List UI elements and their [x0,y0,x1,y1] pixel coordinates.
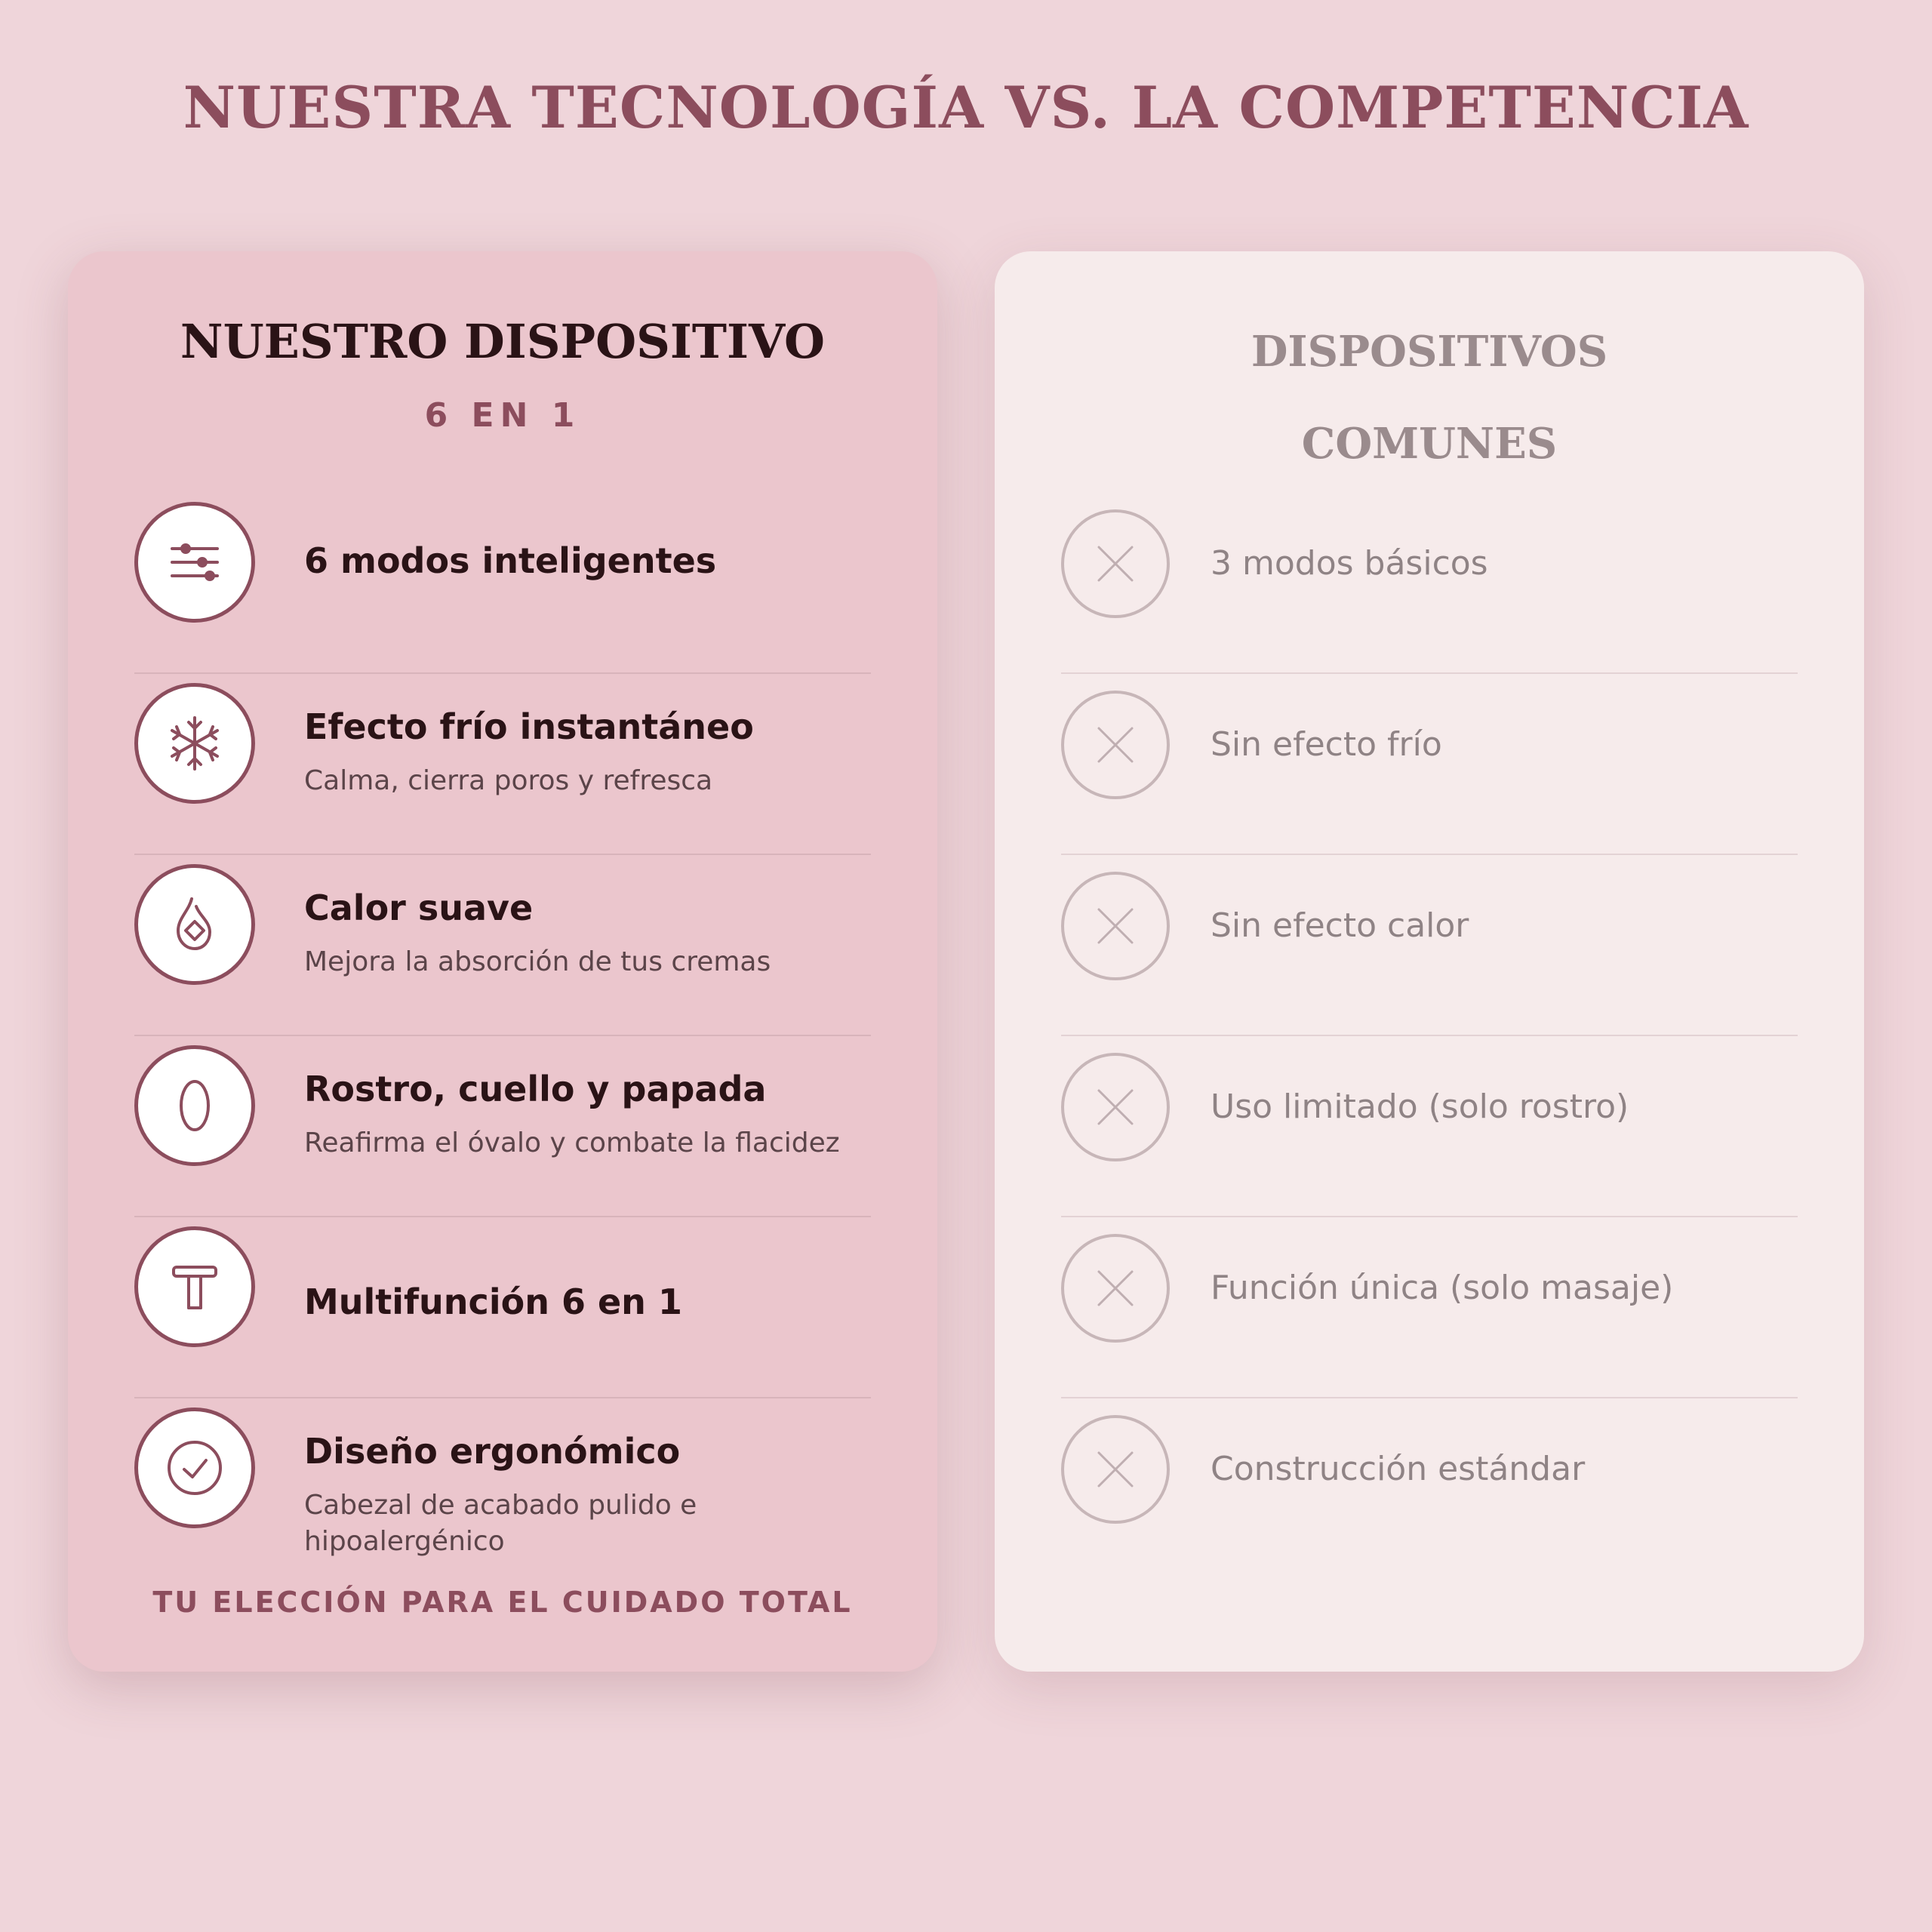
check-circle-icon [134,1407,255,1528]
comparison-text: 3 modos básicos [1211,544,1488,583]
common-devices-title-line2: COMUNES [1301,419,1558,469]
comparison-row [1061,493,1798,674]
comparison-row [1061,1036,1798,1217]
feature-text [304,704,878,799]
feature-subtitle: Mejora la absorción de tus cremas [304,946,771,977]
common-devices-title [995,306,1864,490]
our-device-footer: TU ELECCIÓN PARA EL CUIDADO TOTAL [152,1586,853,1619]
x-icon [1061,1053,1170,1161]
our-device-title: NUESTRO DISPOSITIVO [180,314,826,369]
feature-title: Rostro, cuello y papada [304,1069,767,1109]
comparison-text: Uso limitado (solo rostro) [1211,1088,1629,1126]
feature-text [304,1066,878,1161]
feature-row-ergonomic [134,1398,871,1580]
feature-row-heat [134,855,871,1036]
feature-row-multifunction [134,1217,871,1398]
x-icon [1061,872,1170,980]
feature-text [304,1279,878,1324]
feature-text [304,538,878,583]
x-icon [1061,691,1170,799]
common-devices-card [995,251,1864,1672]
comparison-row [1061,1398,1798,1580]
our-device-subtitle: 6 EN 1 [424,396,581,435]
comparison-row [1061,674,1798,855]
common-devices-title-line1: DISPOSITIVOS [1251,327,1608,377]
comparison-text: Sin efecto calor [1211,906,1469,945]
comparison-text: Sin efecto frío [1211,725,1442,764]
x-icon [1061,1415,1170,1524]
snowflake-icon [134,683,255,804]
x-icon [1061,509,1170,618]
comparison-text: Función única (solo masaje) [1211,1269,1674,1307]
feature-title: Diseño ergonómico [304,1431,681,1472]
oval-icon [134,1045,255,1166]
feature-title: Efecto frío instantáneo [304,706,754,747]
drop-icon [134,864,255,985]
feature-text [304,885,878,980]
tool-head-icon [134,1226,255,1347]
feature-row-modes [134,493,871,674]
comparison-row [1061,1217,1798,1398]
comparison-row [1061,855,1798,1036]
feature-row-face [134,1036,871,1217]
comparison-text: Construcción estándar [1211,1450,1586,1488]
feature-title: Calor suave [304,888,534,928]
feature-row-cold [134,674,871,855]
feature-text [304,1429,878,1560]
page-title: NUESTRA TECNOLOGÍA VS. LA COMPETENCIA [183,74,1749,141]
feature-subtitle: Reafirma el óvalo y combate la flacidez [304,1128,840,1158]
feature-title: 6 modos inteligentes [304,540,717,581]
feature-subtitle: Cabezal de acabado pulido e hipoalergénico [304,1490,697,1557]
feature-subtitle: Calma, cierra poros y refresca [304,765,713,796]
our-device-card [68,251,937,1672]
x-icon [1061,1234,1170,1343]
feature-title: Multifunción 6 en 1 [304,1281,682,1322]
sliders-icon [134,502,255,623]
